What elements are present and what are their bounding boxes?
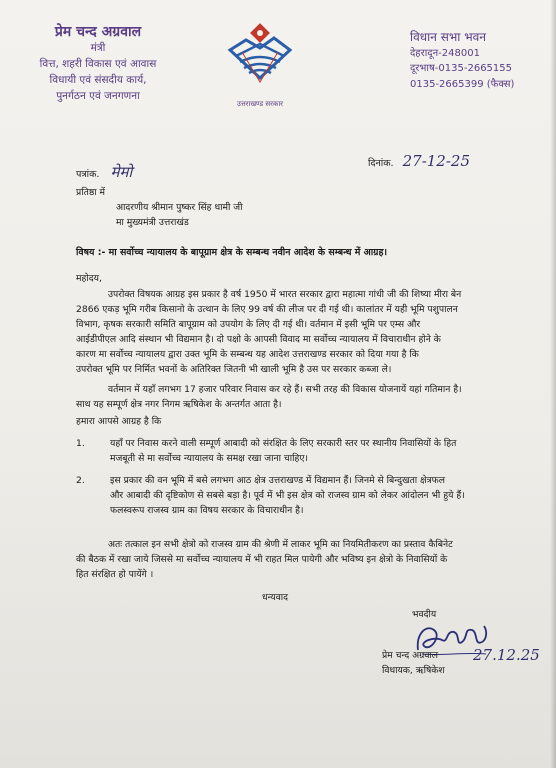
point-2-line: इस प्रकार की वन भूमि में बसे लगभग आठ क्षेत्र उत्तराखण्ड में विद्यमान हैं। जिनमे से बिन्दुखता क्षेत्रफल: [110, 475, 446, 486]
paragraph-1-line: उपरोक्त विषयक आग्रह इस प्रकार है वर्ष 1950 में भारत सरकार द्वारा महात्मा गांधी जी की शिष्या मीरा बेन: [108, 289, 462, 300]
paragraph-1: [76, 287, 546, 377]
point-1: [110, 436, 550, 466]
conclusion-line: की बैठक में रखा जाये जिससे मा सर्वोच्च न्यायालय में भी राहत मिल पायेगी और भविष्य इन क्षेत्रो के निवासियों के: [76, 554, 448, 565]
date-label: दिनांक: [368, 158, 391, 169]
recipient-line-2: आदरणीय श्रीमान पुष्कर सिंह धामी जी: [116, 202, 243, 213]
point-2-line: और आबादी की दृष्टिकोण से सबसे बड़ा है। पूर्व में भी इस क्षेत्र को राजस्व ग्राम को लेकर आंदोलन भी हुये हैं।: [110, 490, 465, 501]
recipient-line-3: मा मुख्यमंत्री उत्तराखंड: [116, 217, 189, 228]
recipient-block: [76, 185, 243, 230]
paragraph-1-line: उपरोक्त भूमि पर निर्मित भवनों के अतिरिक्त जितनी भी खाली भूमि है उस पर सरकार कब्जा ले।: [76, 364, 392, 375]
letterhead-right: [410, 30, 550, 92]
signature-date: 27.12.25: [473, 646, 540, 664]
paragraph-1-line: कारण मा सर्वोच्च न्यायालय द्वारा उक्त भूमि के सम्बन्ध यह आदेश उत्तराखण्ड सरकार को दिया गया है कि: [76, 349, 419, 360]
office-city: देहरादून-248001: [410, 47, 480, 59]
patrank-value: मेमो: [110, 163, 133, 181]
thanks-text: धन्यवाद: [262, 592, 289, 603]
portfolio-line-3: पुनर्गठन एवं जनगणना: [56, 90, 140, 102]
paragraph-2-line: वर्तमान में यहाँ लगभग 17 हजार परिवार निवास कर रहे हैं। सभी तरह की विकास योजनायें यहां गतिमान है।: [108, 384, 462, 395]
conclusion-paragraph: [76, 537, 546, 582]
subject-line: विषय :- मा सर्वोच्च न्यायालय के बापूग्राम क्षेत्र के सम्बन्ध नवीन आदेश के सम्बन्ध में आग्रह।: [76, 247, 387, 258]
point-2-number: 2.: [76, 475, 85, 486]
signatory-name: प्रेम चन्द अग्रवाल: [382, 650, 439, 661]
point-1-line: मजबूती से मा सर्वोच्च न्यायालय के समक्ष रखा जाना चाहिए।: [110, 453, 308, 464]
signatory-block: [382, 648, 445, 678]
paragraph-1-line: विभाग, कृषक सरकारी समिति बापूग्राम को उपयोग के लिए दी गई थी। वर्तमान में इसी भूमि पर एम्स और: [76, 319, 421, 330]
paragraph-2-line: साथ यह सम्पूर्ण क्षेत्र नगर निगम ऋषिकेश के अन्तर्गत आता है।: [76, 399, 282, 410]
paragraph-2: [76, 382, 546, 412]
paragraph-1-line: 2866 एकड़ भूमि गरीब किसानो के उत्थान के लिए 99 वर्ष की लीज पर दी गई थी। कालांतर में यही भूमि पशुपालन: [76, 304, 458, 315]
fax-number: 0135-2665399 (फैक्स): [410, 78, 515, 90]
letterhead-left: [28, 24, 168, 104]
conclusion-line: हित संरक्षित हो पायेंगे ।: [76, 569, 154, 580]
recipient-line-1: प्रतिष्ठा में: [76, 187, 106, 198]
paragraph-1-line: आईडीपीएल आदि संस्थान भी विद्यमान है। दो पक्षो के आपसी विवाद मा सर्वोच्च न्यायालय में विचाराधीन होने के: [76, 334, 441, 345]
point-1-number: 1.: [76, 438, 85, 449]
point-1-line: यहाँ पर निवास करने वाली सम्पूर्ण आबादी को संरक्षित के लिए सरकारी स्तर पर स्थानीय निवासियों के हित: [110, 438, 457, 449]
portfolio-line-1: वित्त, शहरी विकास एवं आवास: [39, 58, 157, 70]
logo-caption: उत्तराखण्ड सरकार: [236, 100, 284, 108]
date-value: 27-12-25: [402, 152, 471, 170]
conclusion-line: अतः तत्काल इन सभी क्षेत्रो को राजस्व ग्राम की श्रेणी में लाकर भूमि का नियमितीकरण का प्रस्ताव कैबिनेट: [108, 539, 453, 550]
portfolio-line-2: विधायी एवं संसदीय कार्य,: [49, 74, 147, 86]
request-intro: हमारा आपसे आग्रह है कि: [76, 416, 162, 427]
patrank-label: पत्रांक: [76, 169, 97, 180]
uttarakhand-emblem: [220, 22, 300, 112]
minister-name: प्रेम चन्द अग्रवाल: [54, 24, 142, 40]
office-address: विधान सभा भवन: [410, 30, 486, 44]
salutation: महोदय,: [76, 273, 102, 284]
bhavdiya-text: भवदीय: [412, 609, 437, 620]
emblem-icon: [220, 22, 300, 94]
point-2-line: फलस्वरूप राजस्व ग्राम का विषय सरकार के विचाराधीन है।: [110, 505, 304, 516]
signatory-title: विधायक, ऋषिकेश: [382, 665, 445, 676]
minister-designation: मंत्री: [90, 42, 106, 54]
patrank: पत्रांक. मेमो: [76, 163, 133, 181]
phone-number: दूरभाष-0135-2665155: [410, 63, 513, 74]
point-2: [110, 473, 550, 518]
date-field: दिनांक. 27-12-25: [368, 152, 471, 170]
